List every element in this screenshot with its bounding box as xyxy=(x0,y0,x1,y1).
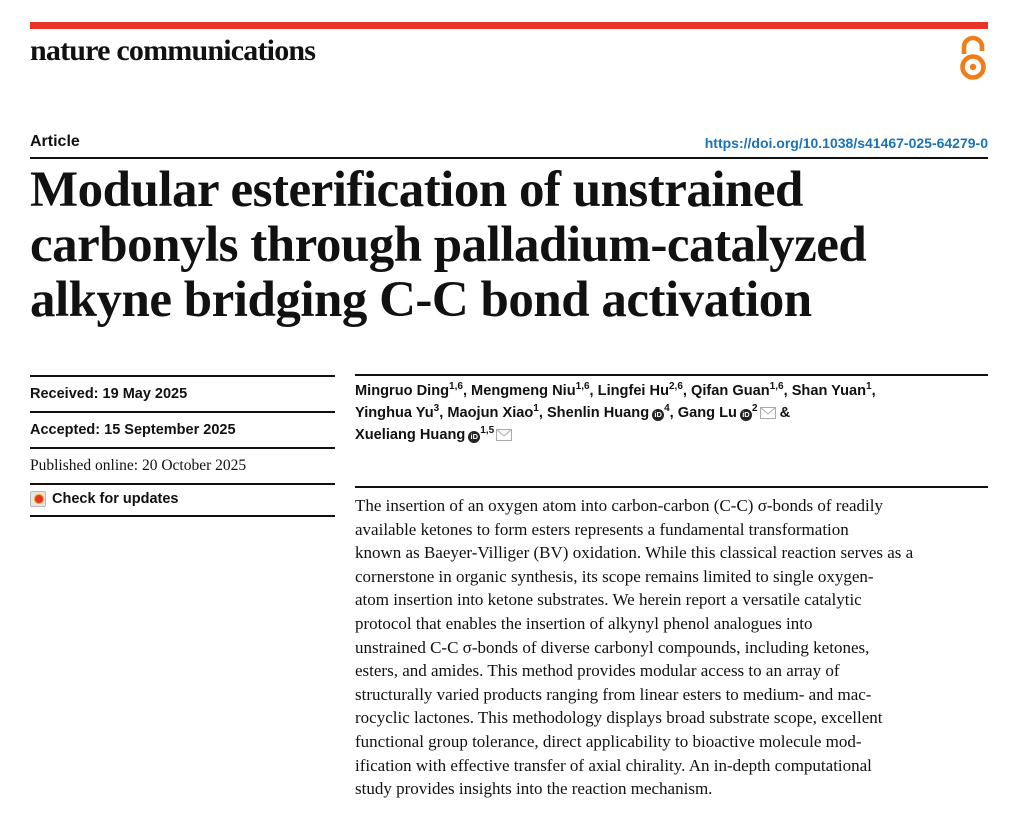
author-conjunction: & xyxy=(779,405,791,421)
author-name[interactable]: Shan Yuan xyxy=(791,383,867,399)
orcid-icon[interactable]: iD xyxy=(652,409,664,421)
received-date: Received: 19 May 2025 xyxy=(30,375,335,411)
title-line: Modular esterification of unstrained xyxy=(30,162,803,218)
abstract-line: available ketones to form esters represents a fundamental transformation xyxy=(355,519,849,539)
title-line: carbonyls through palladium-catalyzed xyxy=(30,217,867,273)
affiliation: 1,5 xyxy=(480,425,495,437)
authors-divider xyxy=(355,374,988,376)
affiliation: 2 xyxy=(751,403,758,415)
affiliation: 1,6 xyxy=(449,381,463,393)
check-updates-button[interactable] xyxy=(30,483,335,517)
abstract-line: study provides insights into the reaction mechanism. xyxy=(355,779,713,799)
abstract-line: atom insertion into ketone substrates. We herein report a versatile catalytic xyxy=(355,590,862,610)
email-icon[interactable] xyxy=(760,407,776,419)
article-title xyxy=(30,163,990,328)
top-accent-bar xyxy=(30,22,988,29)
open-access-icon xyxy=(956,34,990,82)
abstract-line: cornerstone in organic synthesis, its scope remains limited to single oxygen- xyxy=(355,566,874,586)
abstract-line: structurally varied products ranging from linear esters to medium- and mac- xyxy=(355,684,872,704)
title-line: alkyne bridging C-C bond activation xyxy=(30,272,812,328)
check-updates-label: Check for updates xyxy=(52,491,179,507)
affiliation: 1 xyxy=(533,403,539,415)
author-name[interactable]: Qifan Guan xyxy=(691,383,770,399)
author-name[interactable]: Xueliang Huang xyxy=(355,427,466,443)
doi-link[interactable]: https://doi.org/10.1038/s41467-025-64279-0 xyxy=(704,135,988,151)
abstract-divider xyxy=(355,486,988,488)
orcid-icon[interactable]: iD xyxy=(740,409,752,421)
article-type: Article xyxy=(30,133,80,150)
affiliation: 4 xyxy=(664,403,670,415)
journal-name: nature communications xyxy=(30,34,316,67)
email-icon[interactable] xyxy=(496,429,512,441)
author-name[interactable]: Yinghua Yu xyxy=(355,405,434,421)
accepted-date: Accepted: 15 September 2025 xyxy=(30,411,335,447)
title-divider xyxy=(30,157,988,159)
author-name[interactable]: Gang Lu xyxy=(677,405,737,421)
affiliation: 1,6 xyxy=(575,381,590,393)
author-name[interactable]: Mengmeng Niu xyxy=(471,383,576,399)
abstract-line: known as Baeyer-Villiger (BV) oxidation. While this classical reaction serves as a xyxy=(355,543,914,563)
abstract-line: functional group tolerance, direct applicability to bioactive molecule mod- xyxy=(355,731,862,751)
affiliation: 1,6 xyxy=(769,381,784,393)
author-name[interactable]: Maojun Xiao xyxy=(447,405,534,421)
abstract-line: esters, and amides. This method provides modular access to an array of xyxy=(355,661,840,681)
affiliation: 3 xyxy=(433,403,440,415)
affiliation: 2,6 xyxy=(669,381,683,393)
author-name[interactable]: Mingruo Ding xyxy=(355,383,450,399)
orcid-icon[interactable]: iD xyxy=(468,431,480,443)
author-name[interactable]: Lingfei Hu xyxy=(597,383,669,399)
author-list: Mingruo Ding$^{1,6}$, Mengmeng Niu$^{1,6}$, Lingfei Hu$^{2,6}$, Qifan Guan$^{1,6}$, Shan Yuan$^1$, Yinghua Yu$^3$, Maojun Xiao$^1$, Shenlin Huang $iD^4$, Gang Lu $iD^2$ & Xueliang Huang iD$^{1,5}$ xyxy=(355,381,876,443)
author-name[interactable]: Shenlin Huang xyxy=(546,405,650,421)
abstract-line: protocol that enables the insertion of alkynyl phenol analogues into xyxy=(355,613,813,633)
affiliation: 1 xyxy=(866,381,872,393)
abstract xyxy=(355,494,995,801)
abstract-line: The insertion of an oxygen atom into carbon-carbon (C-C) σ-bonds of readily xyxy=(355,496,883,515)
abstract-line: rocyclic lactones. This methodology displays broad substrate scope, excellent xyxy=(355,708,883,728)
abstract-line: ification with effective transfer of axial chirality. An in-depth computational xyxy=(355,755,872,775)
article-metadata xyxy=(30,375,335,517)
abstract-line: unstrained C-C σ-bonds of diverse carbonyl compounds, including ketones, xyxy=(355,637,870,657)
published-date: Published online: 20 October 2025 xyxy=(30,447,335,483)
check-updates-icon xyxy=(30,491,46,507)
